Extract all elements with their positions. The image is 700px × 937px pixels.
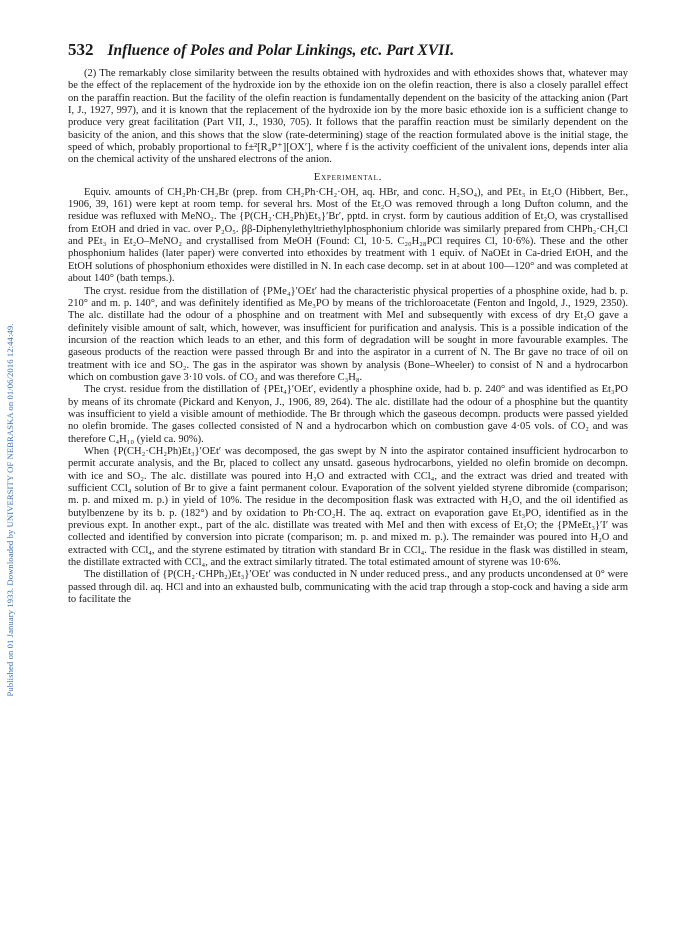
page-header <box>68 40 628 60</box>
page-content <box>68 40 628 606</box>
page-number: 532 <box>68 40 94 59</box>
section-heading: Experimental. <box>313 171 383 183</box>
running-title: Influence of Poles and Polar Linkings, etc. Part XVII. <box>107 42 455 59</box>
paragraph-experimental-4: When {P(CH₂·CH₂Ph)Et₃}′OEt′ was decomposed, the gas swept by N into the aspirator contained insufficient hydrocarbon to permit accurate analysis, and the Br, placed to collect any unsatd. gaseous hydrocarbons, yielded no olefin bromide on decompn. with ice and SO₂. The alc. distillate was poured into H₂O and extracted with CCl₄, and the extract was dried and treated with sufficient CCl₄ solution of Br to give a faint permanent colour. Evaporation of the solvent yielded styrene dibromide (comparison; m. p. and mixed m. p.) in yield of 10%. The residue in the decomposition flask was extracted with H₂O, and the oil identified as butylbenzene by its b. p. (182°) and by oxidation to Ph·CO₂H. The aq. extract on evaporation gave Et₃PO, identified as in the previous expt. In another expt., part of the alc. distillate was treated with MeI and then with excess of Et₂O; the {PMeEt₃}′I′ was collected and identified by conversion into picrate (comparison; m. p. and mixed m. p.). The remainder was poured into H₂O and extracted with CCl₄, and the styrene estimated by titration with standard Br in CCl₄. The residue in the flask was distilled in steam, the distillate extracted with CCl₄, and the extract similarly titrated. The total estimated amount of styrene was 10·6%. <box>68 445 628 569</box>
paragraph-experimental-2: The cryst. residue from the distillation of {PMe₄}′OEt′ had the characteristic physical properties of a phosphine oxide, had b. p. 210° and m. p. 140°, and was definitely identified as Me₃PO by means of the trichloroacetate (Fenton and Ingold, J., 1929, 2350). The alc. distillate had the odour of a phosphine and on treatment with MeI and subsequently with excess of dry Et₂O gave a definitely visible amount of salt, which, however, was insufficient for purification and analysis. This is a possible indication of the incursion of the reaction which leads to an ether, and this form of degradation will be sought in more favourable examples. The gaseous products of the reaction were passed through Br and into the aspirator in a current of N. The Br gave no trace of oil on treatment with ice and SO₂. The gas in the aspirator was shown by analysis (Bone–Wheeler) to consist of N and a hydrocarbon which on combustion gave 3·10 vols. of CO₂ and was therefore C₃H₈. <box>68 285 628 383</box>
paragraph-experimental-1: Equiv. amounts of CH₂Ph·CH₂Br (prep. from CH₂Ph·CH₂·OH, aq. HBr, and conc. H₂SO₄), and PEt₃ in Et₂O (Hibbert, Ber., 1906, 39, 161) were kept at room temp. for several hrs. Most of the Et₂O was removed through a long Dufton column, and the residue was refluxed with MeNO₂. The {P(CH₂·CH₂Ph)Et₃}′Br′, pptd. in cryst. form by cautious addition of Et₂O, was crystallised from EtOH and dried in vac. over P₂O₅. ββ-Diphenylethyltriethylphosphonium chloride was similarly prepared from CHPh₂·CH₂Cl and PEt₃ in Et₂O–MeNO₂ and crystallised from MeOH (Found: Cl, 10·5. C₂₀H₂₈PCl requires Cl, 10·6%). These and the other phosphonium halides (later paper) were converted into ethoxides by treatment with 1 equiv. of NaOEt in Ca-dried EtOH, and the EtOH solutions of phosphonium ethoxides were distilled in N. In each case decomp. set in at about 100—120° and was completed at about 140° (bath temps.). <box>68 186 628 285</box>
paragraph-experimental-3: The cryst. residue from the distillation of {PEt₄}′OEt′, evidently a phosphine oxide, had b. p. 240° and was identified as Et₃PO by means of its chromate (Pickard and Kenyon, J., 1906, 89, 264). The alc. distillate had the odour of a phosphine but the quantity was insufficient to yield a visible amount of methiodide. The Br through which the gaseous decompn. products were passed yielded no olefin bromide. The gases collected consisted of N and a hydrocarbon which on combustion gave 4·05 vols. of CO₂ and was therefore C₄H₁₀ (yield ca. 90%). <box>68 384 628 445</box>
paragraph-intro: (2) The remarkably close similarity between the results obtained with hydroxides and with ethoxides shows that, whatever may be the effect of the replacement of the hydroxide ion by the ethoxide ion on the olefin reaction, there is also a closely parallel effect on the paraffin reaction. But the facility of the olefin reaction is fundamentally dependent on the basicity of the attacking anion (Part I, J., 1927, 997), and it is known that the replacement of the hydroxide ion by the more basic ethoxide ion is a sufficient change to produce very great facilitation (Part VII, J., 1930, 705). It follows that the paraffin reaction must be similarly dependent on the basicity of the anion, and this shows that the slow (rate-determining) stage of the reaction formulated above is the initial stage, the speed of which, probably proportional to f±²[R₄P⁺][OX′], where f is the activity coefficient of the univalent ions, depends inter alia on the chemical activity of the unshared electrons of the anion. <box>68 68 628 166</box>
paragraph-experimental-5: The distillation of {P(CH₂·CHPh₂)Et₃}′OEt′ was conducted in N under reduced press., and any products uncondensed at 0° were passed through dil. aq. HCl and into an exhausted bulb, communicating with the acid trap through a stop-cock and having a side arm to facilitate the <box>68 569 628 606</box>
download-watermark <box>2 130 18 890</box>
download-watermark-text: Published on 01 January 1933. Downloaded by UNIVERSITY OF NEBRASKA on 01/06/2016 12:44:49. <box>5 323 15 697</box>
